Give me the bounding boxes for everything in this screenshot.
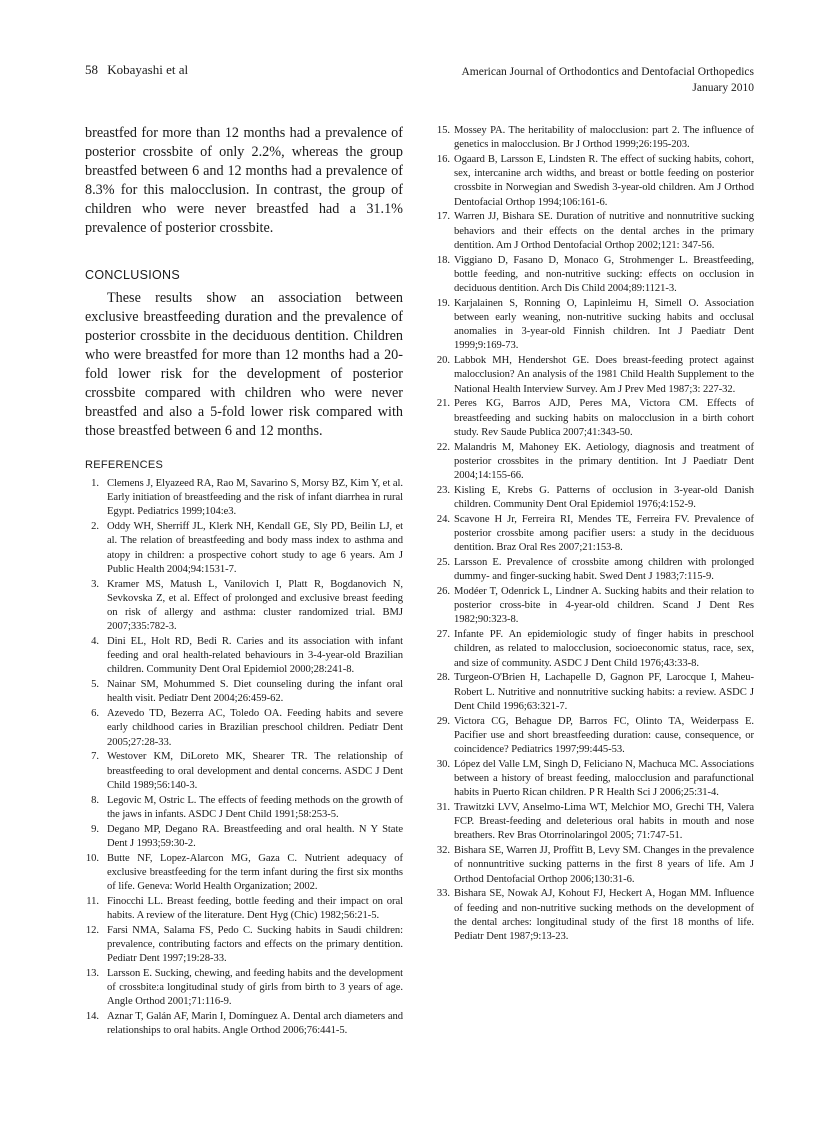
reference-text: Warren JJ, Bishara SE. Duration of nutritive and nonnutritive sucking behaviors and their effects on the dental arches in the primary dentition. Am J Orthod Dentofacial Orthop 2002;121: 347-56. — [454, 211, 754, 251]
conclusions-heading: CONCLUSIONS — [85, 268, 180, 282]
reference-text: Karjalainen S, Ronning O, Lapinleimu H, Simell O. Association between early weaning, non-nutritive sucking habits and occlusal anomalies in 3-year-old Finnish children. Int J Paediatr Dent 1999;9:169-73. — [454, 297, 754, 352]
reference-text: Infante PF. An epidemiologic study of finger habits in preschool children, as related to malocclusion, socioeconomic status, race, sex, and size of community. ASDC J Dent Child 1976;43:33-8. — [454, 629, 754, 669]
reference-item — [432, 153, 754, 210]
reference-number: 7. — [91, 751, 99, 763]
reference-number: 14. — [85, 1011, 99, 1023]
reference-item — [432, 513, 754, 556]
reference-number: 2. — [91, 521, 99, 533]
reference-item — [432, 210, 754, 253]
reference-item — [85, 1010, 403, 1038]
reference-text: Ogaard B, Larsson E, Lindsten R. The effect of sucking habits, cohort, sex, intercanine arch widths, and breast or bottle feeding on posterior crossbite in Norwegian and Swedish 3-year-old children. Am J Orthod Dentofacial Orthop 1994;106:161-6. — [454, 154, 754, 208]
reference-text: Larsson E. Prevalence of crossbite among children with prolonged dummy- and finger-sucking habit. Swed Dent J 1983;7:115-9. — [454, 557, 754, 583]
reference-number: 33. — [436, 888, 450, 900]
reference-item — [85, 895, 403, 923]
reference-number: 16. — [436, 154, 450, 165]
reference-number: 20. — [436, 355, 450, 367]
left-column — [85, 124, 403, 1039]
reference-number: 25. — [436, 557, 450, 569]
reference-number: 12. — [85, 924, 99, 936]
reference-number: 27. — [436, 629, 450, 641]
journal-title: American Journal of Orthodontics and Dentofacial Orthopedics — [461, 66, 754, 78]
reference-text: Larsson E. Sucking, chewing, and feeding habits and the development of crossbite:a longitudinal study of girls from birth to 3 years of age. Angle Orthod 2001;71:116-9. — [107, 968, 403, 1008]
reference-item — [432, 715, 754, 758]
reference-text: Dini EL, Holt RD, Bedi R. Caries and its association with infant feeding and oral health-related behaviours in 3-4-year-old Brazilian children. Community Dent Oral Epidemiol 2000;28:241-8. — [107, 636, 403, 676]
reference-text: Azevedo TD, Bezerra AC, Toledo OA. Feeding habits and severe early childhood caries in Brazilian preschool children. Pediatr Dent 2005;27:28-33. — [107, 708, 403, 748]
reference-number: 5. — [91, 679, 99, 691]
reference-text: Kramer MS, Matush L, Vanilovich I, Platt R, Bogdanovich N, Sevkovska Z, et al. Effect of prolonged and exclusive breast feeding on risk of allergy and asthma: cluster randomized trial. BMJ 2007;335:782-3. — [107, 578, 403, 633]
reference-number: 11. — [86, 895, 99, 907]
reference-number: 1. — [91, 478, 99, 489]
reference-number: 8. — [91, 794, 99, 806]
reference-item — [432, 124, 754, 152]
reference-text: Scavone H Jr, Ferreira RI, Mendes TE, Ferreira FV. Prevalence of posterior crossbite among pacifier users: a study in the deciduous dentition. Braz Oral Res 2007;21:153-8. — [454, 513, 754, 554]
conclusions-paragraph: These results show an association between exclusive breastfeeding duration and the prevalence of posterior crossbite in the deciduous dentition. Children who were breastfed for more than 12 months had a 20-fold lower risk for the development of posterior crossbite compared with children who were never breastfed and also a 5-fold lower risk compared with those breastfed between 6 and 12 months. — [85, 290, 403, 439]
reference-text: Labbok MH, Hendershot GE. Does breast-feeding protect against malocclusion? An analysis of the 1981 Child Health Supplement to the National Health Interview Survey. Am J Prev Med 1987;3: 227-32. — [454, 355, 754, 395]
reference-number: 19. — [436, 297, 450, 309]
reference-number: 30. — [436, 758, 450, 770]
reference-text: Bishara SE, Nowak AJ, Kohout FJ, Heckert A, Hogan MM. Influence of feeding and non-nutritive sucking methods on the development of the dental arches: longitudinal study of the first 18 months of life. Pediatr Dent 1987;9:13-23. — [454, 888, 754, 943]
reference-number: 26. — [436, 586, 450, 598]
reference-text: Legovic M, Ostric L. The effects of feeding methods on the growth of the jaws in infants. ASDC J Dent Child 1991;58:253-5. — [107, 794, 403, 820]
reference-number: 24. — [436, 513, 450, 525]
reference-text: Kisling E, Krebs G. Patterns of occlusion in 3-year-old Danish children. Community Dent Oral Epidemiol 1976;4:152-9. — [454, 484, 754, 511]
reference-text: Bishara SE, Warren JJ, Proffitt B, Levy SM. Changes in the prevalence of nonnuntritive sucking patterns in the first 8 years of life. Am J Orthod Dentofacial Orthop 2006;130:31-6. — [454, 845, 754, 885]
reference-text: Peres KG, Barros AJD, Peres MA, Victora CM. Effects of breastfeeding and sucking habits on malocclusion in a birth cohort study. Rev Saude Publica 2007;41:343-50. — [454, 398, 754, 438]
reference-text: Westover KM, DiLoreto MK, Shearer TR. The relationship of breastfeeding to oral development and dental concerns. ASDC J Dent Child 1989;56:140-3. — [107, 751, 403, 791]
reference-item — [85, 852, 403, 895]
reference-number: 28. — [436, 672, 450, 684]
reference-list-right — [432, 124, 754, 944]
reference-item — [85, 477, 403, 520]
reference-number: 18. — [436, 254, 450, 266]
issue-date: January 2010 — [692, 82, 754, 94]
reference-number: 23. — [436, 484, 450, 496]
reference-list-left — [85, 477, 403, 1039]
reference-number: 32. — [436, 845, 450, 857]
reference-text: Clemens J, Elyazeed RA, Rao M, Savarino S, Morsy BZ, Kim Y, et al. Early initiation of breastfeeding and the risk of infant diarrhea in rural Egypt. Pediatrics 1999;104:e3. — [107, 478, 403, 518]
reference-text: Mossey PA. The heritability of malocclusion: part 2. The influence of genetics in malocclusion. Br J Orthod 1999;26:195-203. — [454, 125, 754, 151]
reference-item — [432, 585, 754, 628]
author-running-head: Kobayashi et al — [107, 62, 189, 77]
reference-number: 3. — [91, 578, 99, 590]
reference-item — [85, 924, 403, 967]
reference-number: 15. — [436, 125, 450, 136]
reference-number: 10. — [85, 852, 99, 864]
page-number: 58 — [85, 62, 98, 77]
reference-item — [432, 887, 754, 944]
running-header-right — [461, 64, 754, 96]
reference-number: 22. — [436, 441, 450, 453]
reference-item — [85, 967, 403, 1010]
reference-number: 6. — [91, 708, 99, 720]
reference-item — [432, 556, 754, 584]
reference-text: Trawitzki LVV, Anselmo-Lima WT, Melchior MO, Grechi TH, Valera FCP. Breast-feeding and deleterious oral habits in mouth and nose breathers. Rev Bras Otorrinolaringol 2005; 71:747-51. — [454, 802, 754, 842]
reference-text: López del Valle LM, Singh D, Feliciano N, Machuca MC. Associations between a history of breast feeding, malocclusion and parafunctional habits in Puerto Rican children. P R Health Sci J 2006;25:31-4. — [454, 758, 754, 799]
reference-item — [85, 578, 403, 635]
reference-number: 13. — [85, 968, 99, 980]
reference-item — [432, 254, 754, 297]
reference-number: 21. — [436, 398, 450, 410]
reference-item — [432, 628, 754, 671]
reference-item — [85, 823, 403, 851]
references-heading: REFERENCES — [85, 459, 164, 471]
reference-text: Nainar SM, Mohummed S. Diet counseling during the infant oral health visit. Pediatr Dent 2004;26:459-62. — [107, 679, 403, 705]
reference-number: 17. — [436, 211, 450, 223]
reference-item — [432, 397, 754, 440]
reference-item — [85, 707, 403, 750]
right-column — [432, 124, 754, 945]
reference-text: Aznar T, Galán AF, Marin I, Domínguez A. Dental arch diameters and relationships to oral habits. Angle Orthod 2006;76:441-5. — [107, 1011, 403, 1037]
reference-number: 31. — [436, 802, 450, 814]
reference-item — [432, 844, 754, 887]
reference-text: Malandris M, Mahoney EK. Aetiology, diagnosis and treatment of posterior crossbites in the primary dentition. Int J Paediatr Dent 2004;14:155-66. — [454, 441, 754, 482]
reference-text: Finocchi LL. Breast feeding, bottle feeding and their impact on oral habits. A review of the literature. Dent Hyg (Chic) 1982;56:21-5. — [107, 895, 403, 922]
reference-item — [432, 354, 754, 397]
reference-text: Viggiano D, Fasano D, Monaco G, Strohmenger L. Breastfeeding, bottle feeding, and non-nutritive sucking: effects on occlusion in deciduous dentition. Arch Dis Child 2004;89:1121-3. — [454, 254, 754, 295]
reference-text: Victora CG, Behague DP, Barros FC, Olinto TA, Weiderpass E. Pacifier use and short breastfeeding duration: cause, consequence, or coincidence? Pediatrics 1997;99:445-53. — [454, 715, 754, 756]
results-paragraph: breastfed for more than 12 months had a prevalence of posterior crossbite of only 2.2%, whereas the group breastfed between 6 and 12 months had a prevalence of 8.3% for this malocclusion. In contrast, the group of children who were never breastfed had a 31.1% prevalence of posterior crossbite. — [85, 125, 403, 236]
reference-item — [85, 678, 403, 706]
reference-number: 29. — [436, 715, 450, 727]
reference-item — [85, 635, 403, 678]
reference-number: 4. — [91, 636, 99, 648]
reference-text: Turgeon-O'Brien H, Lachapelle D, Gagnon PF, Larocque I, Maheu-Robert L. Nutritive and nonnutritive sucking habits: a review. ASDC J Dent Child 1996;63:321-7. — [454, 672, 754, 712]
reference-text: Oddy WH, Sherriff JL, Klerk NH, Kendall GE, Sly PD, Beilin LJ, et al. The relation of breastfeeding and body mass index to asthma and atopy in children: a prospective cohort study to age 6 years. Am J Public Health 2004;94:1531-7. — [107, 521, 403, 575]
reference-item — [85, 794, 403, 822]
reference-item — [432, 297, 754, 354]
reference-number: 9. — [91, 823, 99, 835]
running-header-left — [85, 62, 194, 78]
reference-item — [85, 520, 403, 577]
reference-text: Modéer T, Odenrick L, Lindner A. Sucking habits and their relation to posterior cross-bite in 4-year-old children. Scand J Dent Res 1982;90:323-8. — [454, 586, 754, 626]
reference-item — [432, 758, 754, 801]
reference-text: Farsi NMA, Salama FS, Pedo C. Sucking habits in Saudi children: prevalence, contributing factors and effects on the primary dentition. Pediatr Dent 1997;19:28-33. — [107, 924, 403, 965]
reference-item — [432, 484, 754, 512]
reference-text: Degano MP, Degano RA. Breastfeeding and oral health. N Y State Dent J 1993;59:30-2. — [107, 823, 403, 849]
reference-item — [432, 441, 754, 484]
reference-text: Butte NF, Lopez-Alarcon MG, Gaza C. Nutrient adequacy of exclusive breastfeeding for the term infant during the first six months of life. Geneva: World Health Organization; 2002. — [107, 852, 403, 893]
reference-item — [432, 671, 754, 714]
reference-item — [432, 801, 754, 844]
reference-item — [85, 750, 403, 793]
